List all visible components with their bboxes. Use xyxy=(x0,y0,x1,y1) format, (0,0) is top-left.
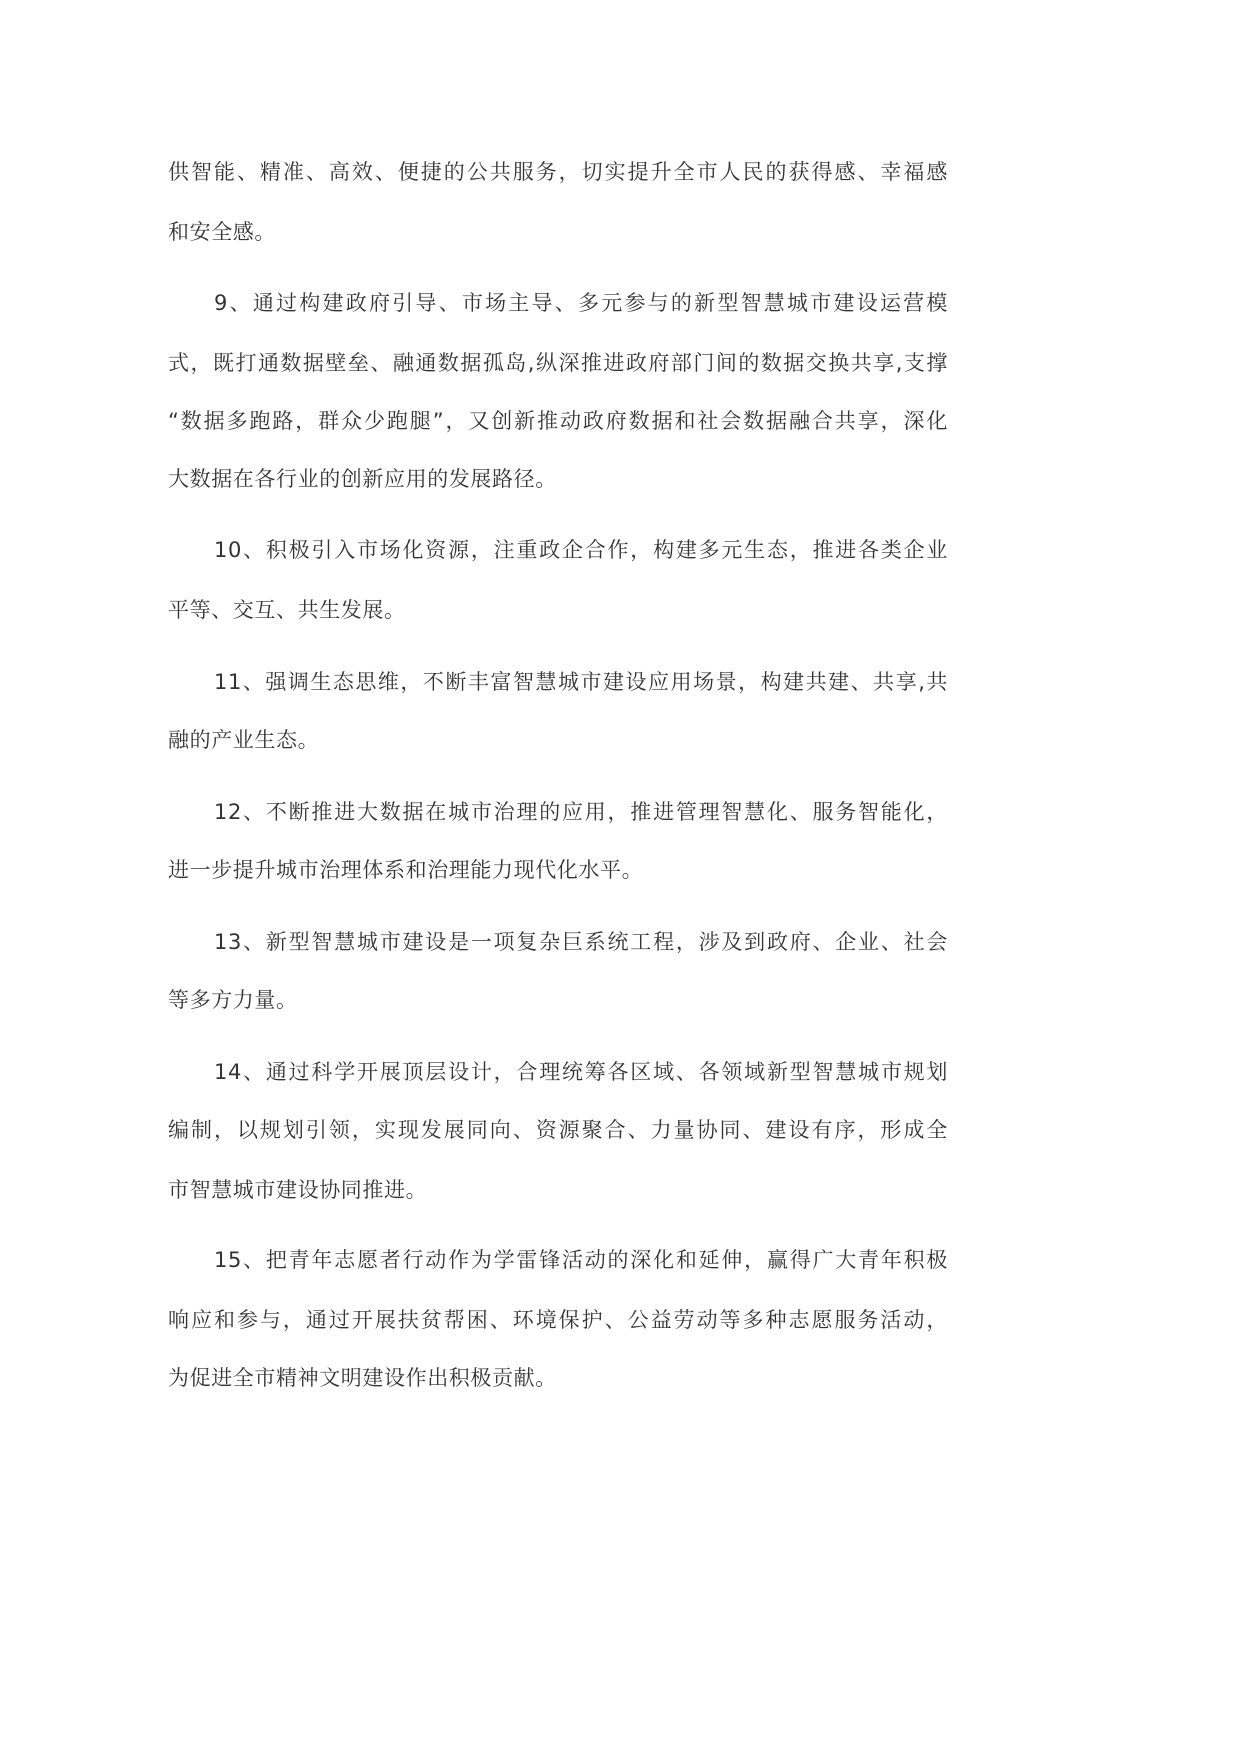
paragraph-line: 响应和参与，通过开展扶贫帮困、环境保护、公益劳动等多种志愿服务活动， xyxy=(168,1308,948,1332)
paragraph-line: 15、把青年志愿者行动作为学雷锋活动的深化和延伸，赢得广大青年积极 xyxy=(214,1248,948,1272)
paragraph-line: 10、积极引入市场化资源，注重政企合作，构建多元生态，推进各类企业 xyxy=(214,538,948,562)
paragraph-line: 进一步提升城市治理体系和治理能力现代化水平。 xyxy=(168,858,644,882)
paragraph-line: 平等、交互、共生发展。 xyxy=(168,598,406,622)
paragraph-line: 12、不断推进大数据在城市治理的应用，推进管理智慧化、服务智能化， xyxy=(214,800,948,824)
paragraph-line: 为促进全市精神文明建设作出积极贡献。 xyxy=(168,1366,557,1390)
paragraph-line: 供智能、精准、高效、便捷的公共服务，切实提升全市人民的获得感、幸福感 xyxy=(168,160,948,184)
paragraph-line: 等多方力量。 xyxy=(168,988,298,1012)
paragraph-line: 11、强调生态思维，不断丰富智慧城市建设应用场景，构建共建、共享,共 xyxy=(214,670,948,694)
paragraph-line: 14、通过科学开展顶层设计，合理统筹各区域、各领域新型智慧城市规划 xyxy=(214,1060,948,1084)
paragraph-line: 大数据在各行业的创新应用的发展路径。 xyxy=(168,467,557,491)
paragraph-line: 式，既打通数据壁垒、融通数据孤岛,纵深推进政府部门间的数据交换共享,支撑 xyxy=(168,351,948,375)
paragraph-line: 市智慧城市建设协同推进。 xyxy=(168,1178,428,1202)
paragraph-line: 和安全感。 xyxy=(168,220,276,244)
paragraph-line: 13、新型智慧城市建设是一项复杂巨系统工程，涉及到政府、企业、社会 xyxy=(214,930,948,954)
paragraph-line: “数据多跑路，群众少跑腿”，又创新推动政府数据和社会数据融合共享，深化 xyxy=(168,409,948,433)
paragraph-line: 编制，以规划引领，实现发展同向、资源聚合、力量协同、建设有序，形成全 xyxy=(168,1118,948,1142)
paragraph-line: 融的产业生态。 xyxy=(168,728,320,752)
paragraph-line: 9、通过构建政府引导、市场主导、多元参与的新型智慧城市建设运营模 xyxy=(214,291,948,315)
